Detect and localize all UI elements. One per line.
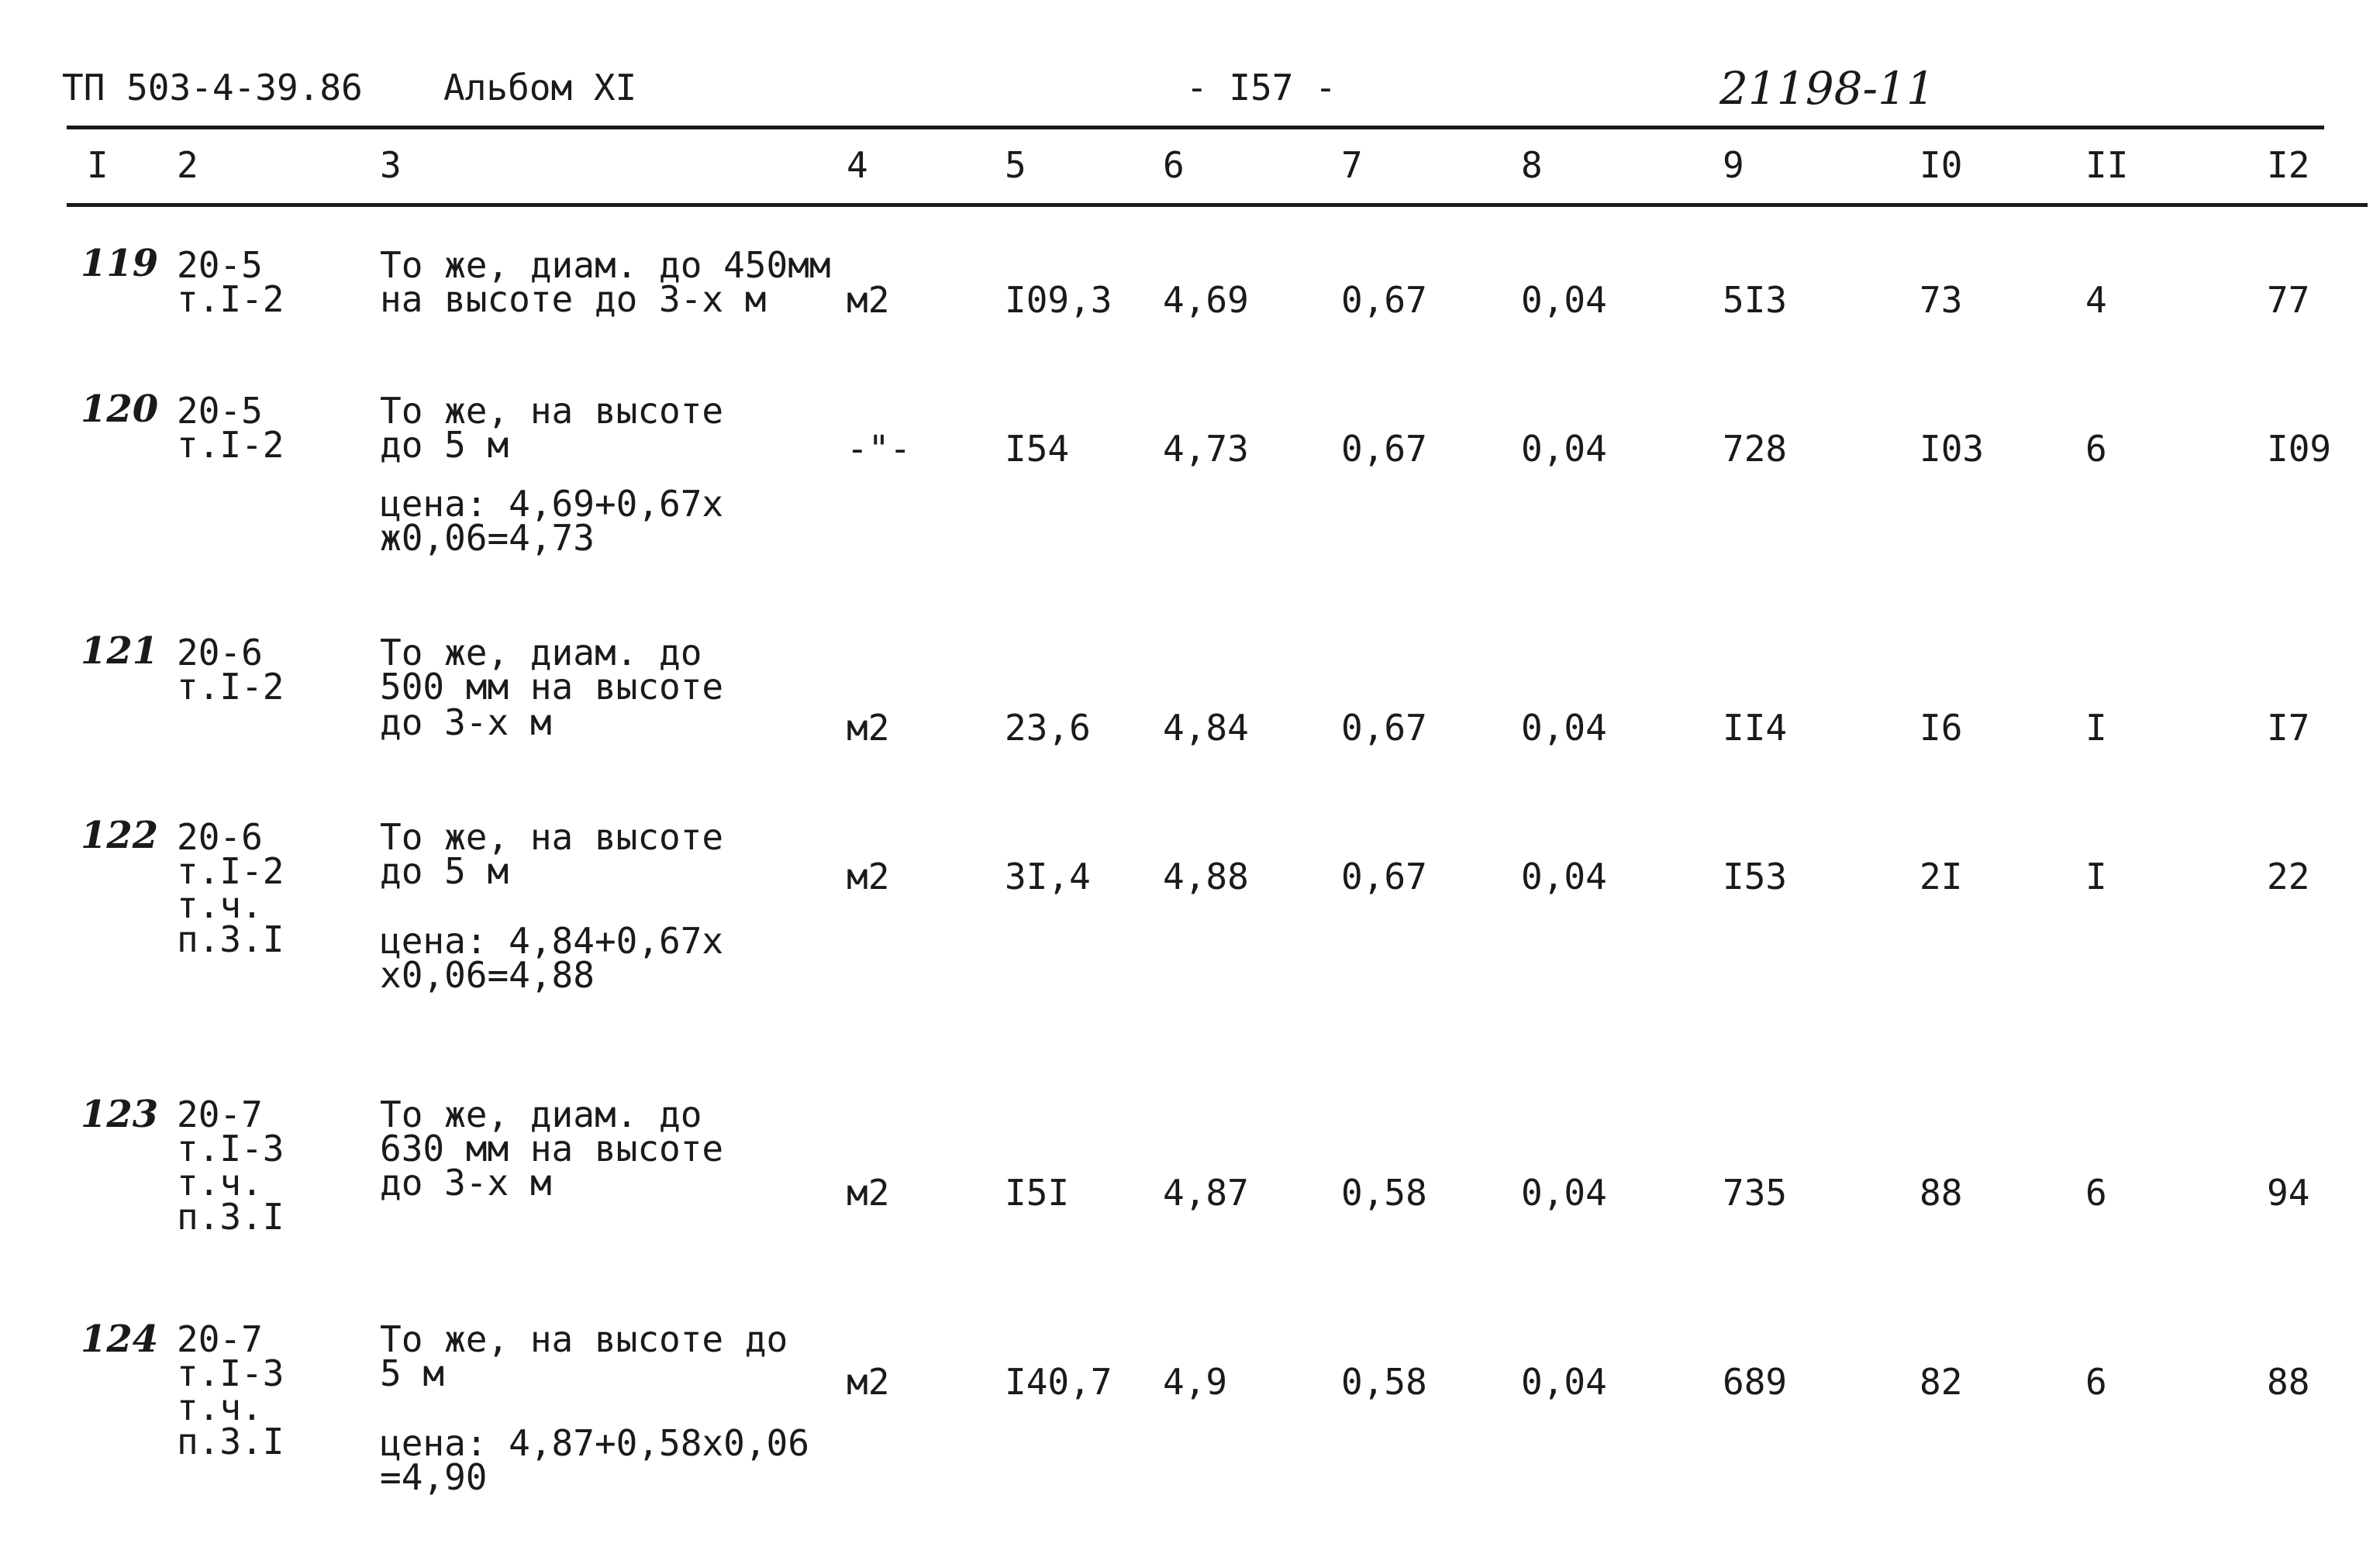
document-code: ТП 503-4-39.86 <box>62 67 363 109</box>
norm-part: т.ч. <box>177 1162 263 1204</box>
price-note: =4,90 <box>380 1456 488 1498</box>
work-description: То же, диам. до 450мм <box>380 244 831 286</box>
row-number: 123 <box>81 1093 159 1136</box>
work-description: То же, на высоте <box>380 816 724 858</box>
unit: м2 <box>847 707 890 749</box>
col-12-value: 22 <box>2267 856 2310 897</box>
work-description: То же, диам. до <box>380 1094 702 1135</box>
col-7-value: 0,58 <box>1341 1172 1427 1214</box>
quantity: I54 <box>1005 428 1070 470</box>
norm-part: т.ч. <box>177 1386 263 1428</box>
col-9-value: 735 <box>1723 1172 1788 1214</box>
col-10-value: 88 <box>1920 1172 1963 1214</box>
unit: м2 <box>847 1361 890 1403</box>
col-header-6: 6 <box>1163 144 1185 186</box>
norm-table: т.I-2 <box>177 278 285 320</box>
col-12-value: 77 <box>2267 279 2310 321</box>
col-8-value: 0,04 <box>1521 707 1607 749</box>
work-description: до 5 м <box>380 424 509 466</box>
price-note: х0,06=4,88 <box>380 954 595 996</box>
unit-price: 4,87 <box>1163 1172 1249 1214</box>
work-description: То же, на высоте <box>380 390 724 432</box>
norm-part: т.ч. <box>177 884 263 926</box>
work-description: 500 мм на высоте <box>380 666 724 708</box>
col-8-value: 0,04 <box>1521 279 1607 321</box>
col-7-value: 0,67 <box>1341 707 1427 749</box>
row-number: 119 <box>81 242 159 285</box>
norm-table: т.I-3 <box>177 1352 285 1394</box>
price-note: цена: 4,87+0,58х0,06 <box>380 1422 809 1464</box>
norm-code: 20-7 <box>177 1318 263 1360</box>
col-header-11: II <box>2085 144 2129 186</box>
work-description: 5 м <box>380 1352 445 1394</box>
unit-price: 4,73 <box>1163 428 1249 470</box>
col-10-value: I03 <box>1920 428 1985 470</box>
quantity: I40,7 <box>1005 1361 1112 1403</box>
col-11-value: I <box>2085 856 2107 897</box>
col-9-value: II4 <box>1723 707 1788 749</box>
norm-code: 20-5 <box>177 390 263 432</box>
col-8-value: 0,04 <box>1521 856 1607 897</box>
album-label: Альбом XI <box>443 67 637 109</box>
unit: м2 <box>847 1172 890 1214</box>
quantity: I09,3 <box>1005 279 1112 321</box>
col-9-value: 689 <box>1723 1361 1788 1403</box>
work-description: То же, диам. до <box>380 632 702 673</box>
header-rule <box>67 203 2368 207</box>
col-11-value: I <box>2085 707 2107 749</box>
col-header-12: I2 <box>2267 144 2310 186</box>
unit: -"- <box>847 428 912 470</box>
row-number: 120 <box>81 388 159 431</box>
row-number: 121 <box>81 629 159 673</box>
col-8-value: 0,04 <box>1521 428 1607 470</box>
norm-code: 20-6 <box>177 816 263 858</box>
quantity: 23,6 <box>1005 707 1091 749</box>
col-7-value: 0,58 <box>1341 1361 1427 1403</box>
work-description: до 5 м <box>380 850 509 892</box>
col-9-value: I53 <box>1723 856 1788 897</box>
norm-clause: п.3.I <box>177 1421 285 1462</box>
col-header-1: I <box>87 144 109 186</box>
unit: м2 <box>847 856 890 897</box>
row-number: 124 <box>81 1318 159 1361</box>
work-description: до 3-х м <box>380 701 552 743</box>
col-header-10: I0 <box>1920 144 1963 186</box>
quantity: I5I <box>1005 1172 1070 1214</box>
norm-code: 20-5 <box>177 244 263 286</box>
col-header-7: 7 <box>1341 144 1363 186</box>
price-note: цена: 4,84+0,67х <box>380 920 724 962</box>
col-10-value: I6 <box>1920 707 1963 749</box>
work-description: То же, на высоте до <box>380 1318 788 1360</box>
col-9-value: 728 <box>1723 428 1788 470</box>
page-number: - I57 - <box>1186 67 1337 109</box>
col-11-value: 6 <box>2085 1172 2107 1214</box>
col-11-value: 6 <box>2085 1361 2107 1403</box>
col-12-value: I09 <box>2267 428 2332 470</box>
work-description: 630 мм на высоте <box>380 1128 724 1169</box>
unit-price: 4,69 <box>1163 279 1249 321</box>
work-description: до 3-х м <box>380 1162 552 1204</box>
norm-clause: п.3.I <box>177 918 285 960</box>
col-11-value: 4 <box>2085 279 2107 321</box>
norm-table: т.I-2 <box>177 424 285 466</box>
unit-price: 4,88 <box>1163 856 1249 897</box>
unit: м2 <box>847 279 890 321</box>
col-header-9: 9 <box>1723 144 1744 186</box>
col-7-value: 0,67 <box>1341 428 1427 470</box>
price-note: ж0,06=4,73 <box>380 517 595 559</box>
top-rule <box>67 126 2324 129</box>
norm-code: 20-7 <box>177 1094 263 1135</box>
col-header-5: 5 <box>1005 144 1026 186</box>
col-header-4: 4 <box>847 144 868 186</box>
norm-table: т.I-2 <box>177 850 285 892</box>
col-7-value: 0,67 <box>1341 856 1427 897</box>
norm-code: 20-6 <box>177 632 263 673</box>
col-7-value: 0,67 <box>1341 279 1427 321</box>
col-header-8: 8 <box>1521 144 1543 186</box>
row-number: 122 <box>81 814 159 857</box>
norm-clause: п.3.I <box>177 1196 285 1238</box>
col-12-value: I7 <box>2267 707 2310 749</box>
unit-price: 4,9 <box>1163 1361 1228 1403</box>
norm-table: т.I-2 <box>177 666 285 708</box>
col-12-value: 88 <box>2267 1361 2310 1403</box>
unit-price: 4,84 <box>1163 707 1249 749</box>
col-9-value: 5I3 <box>1723 279 1788 321</box>
norm-table: т.I-3 <box>177 1128 285 1169</box>
price-note: цена: 4,69+0,67х <box>380 483 724 525</box>
inventory-number: 21198-11 <box>1719 62 1935 115</box>
col-header-3: 3 <box>380 144 402 186</box>
col-header-2: 2 <box>177 144 198 186</box>
col-8-value: 0,04 <box>1521 1361 1607 1403</box>
col-10-value: 2I <box>1920 856 1963 897</box>
quantity: 3I,4 <box>1005 856 1091 897</box>
work-description: на высоте до 3-х м <box>380 278 767 320</box>
col-8-value: 0,04 <box>1521 1172 1607 1214</box>
col-11-value: 6 <box>2085 428 2107 470</box>
col-12-value: 94 <box>2267 1172 2310 1214</box>
col-10-value: 73 <box>1920 279 1963 321</box>
col-10-value: 82 <box>1920 1361 1963 1403</box>
